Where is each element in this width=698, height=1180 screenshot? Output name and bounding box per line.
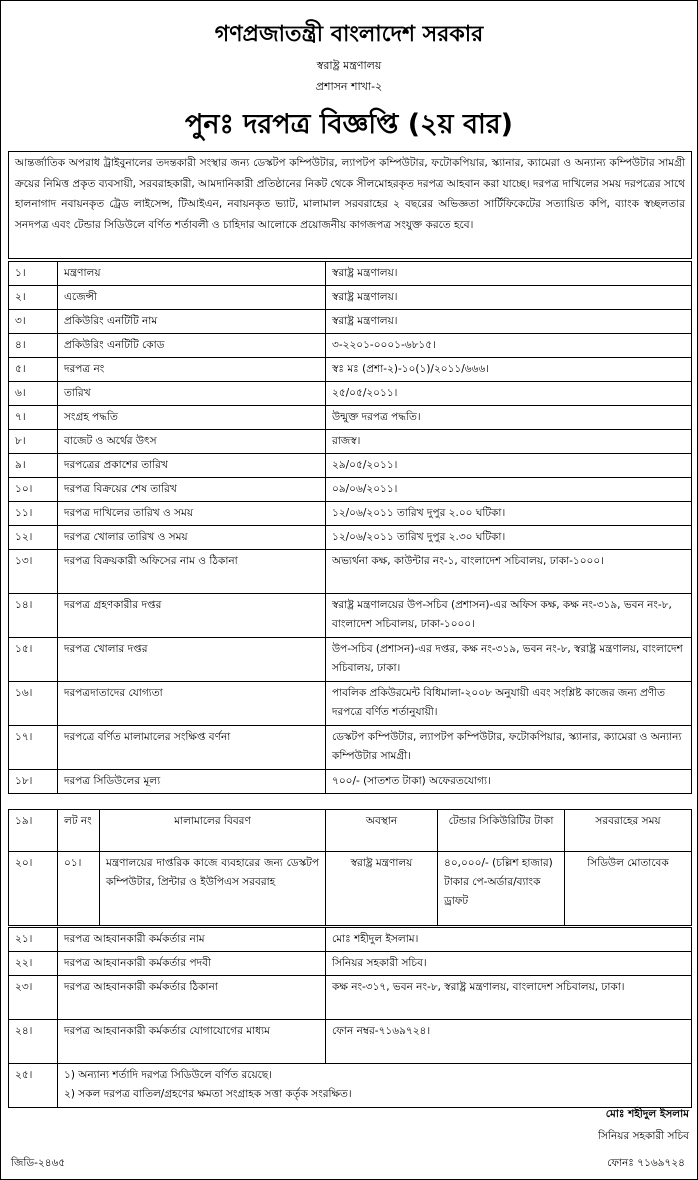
row-number: ১৩। (9, 550, 58, 594)
row-value: ফোন নম্বর-৭১৬৯৭২৪। (326, 1020, 692, 1064)
table-row (9, 286, 692, 310)
row-number: ৭। (9, 406, 58, 430)
row-number: ১৯। (9, 810, 58, 852)
row-value: স্বরাষ্ট্র মন্ত্রণালয়। (326, 310, 692, 334)
gd-code: জিডি-২৪৬৫ (11, 1157, 66, 1169)
row-value: অভ্যর্থনা কক্ষ, কাউন্টার নং-১, বাংলাদেশ সচিবালয়, ঢাকা-১০০০। (326, 550, 692, 594)
lot-row (9, 852, 692, 926)
row-label: দরপত্র বিক্রয়কারী অফিসের নাম ও ঠিকানা (58, 550, 326, 594)
table-row (9, 478, 692, 502)
row-number: ৬। (9, 382, 58, 406)
row-label: বাজেট ও অর্থের উৎস (58, 430, 326, 454)
row-value: ৭০০/- (সাতশত টাকা) অফেরতযোগ্য। (326, 770, 692, 794)
lot-table (8, 809, 692, 926)
row-label: দরপত্রদাতাদের যোগ্যতা (58, 682, 326, 726)
tender-details-table (8, 261, 692, 794)
row-label: দরপত্র আহবানকারী কর্মকর্তার পদবী (58, 952, 326, 976)
signature-block (598, 1103, 689, 1147)
description-header: মালামালের বিবরণ (100, 810, 326, 852)
row-label: দরপত্র আহবানকারী কর্মকর্তার ঠিকানা (58, 976, 326, 1020)
row-label: দরপত্র বিক্রয়ের শেষ তারিখ (58, 478, 326, 502)
row-number: ৪। (9, 334, 58, 358)
row-value: ২৫/০৫/২০১১। (326, 382, 692, 406)
row-label: দরপত্র আহবানকারী কর্মকর্তার যোগাযোগের মাধ্যম (58, 1020, 326, 1064)
table-row (9, 382, 692, 406)
row-value: সিনিয়র সহকারী সচিব। (326, 952, 692, 976)
table-row (9, 406, 692, 430)
officer-table (8, 927, 692, 1108)
row-number: ২৪। (9, 1020, 58, 1064)
row-label: দরপত্র গ্রহণকারীর দপ্তর (58, 594, 326, 638)
row-number: ১২। (9, 526, 58, 550)
table-row (9, 430, 692, 454)
table-row (9, 1064, 692, 1108)
row-value: ২৯/০৫/২০১১। (326, 454, 692, 478)
row-number: ৮। (9, 430, 58, 454)
row-value: ডেস্কটপ কম্পিউটার, ল্যাপটপ কম্পিউটার, ফটোকপিয়ার, স্ক্যানার, ক্যামেরা ও অন্যান্য কম্পিউটার সামগ্রী। (326, 726, 692, 770)
table-row (9, 770, 692, 794)
row-number: ১। (9, 262, 58, 286)
row-number: ১৫। (9, 638, 58, 682)
row-label: প্রকিউরিং এনটিটি কোড (58, 334, 326, 358)
note-line-2: ২) সকল দরপত্র বাতিল/গ্রহণের ক্ষমতা সংগ্রাহক সত্তা কর্তৃক সংরক্ষিত। (64, 1088, 352, 1100)
row-number: ১৪। (9, 594, 58, 638)
row-value: ১২/০৬/২০১১ তারিখ দুপুর ২.৩০ ঘটিকা। (326, 526, 692, 550)
table-row (9, 502, 692, 526)
row-label: দরপত্রের প্রকাশের তারিখ (58, 454, 326, 478)
table-row (9, 952, 692, 976)
row-number: ১০। (9, 478, 58, 502)
row-value: উপ-সচিব (প্রশাসন)-এর দপ্তর, কক্ষ নং-৩১৯, ভবন নং-৮, স্বরাষ্ট্র মন্ত্রণালয়, বাংলাদেশ সচিবালয়, ঢাকা। (326, 638, 692, 682)
row-label: তারিখ (58, 382, 326, 406)
row-label: এজেন্সী (58, 286, 326, 310)
table-row (9, 682, 692, 726)
branch-name: প্রশাসন শাখা-২ (315, 80, 383, 93)
row-value: উন্মুক্ত দরপত্র পদ্ধতি। (326, 406, 692, 430)
row-value: ১২/০৬/২০১১ তারিখ দুপুর ২.০০ ঘটিকা। (326, 502, 692, 526)
security-header: টেন্ডার সিকিউরিটির টাকা (438, 810, 565, 852)
table-row (9, 454, 692, 478)
table-row (9, 976, 692, 1020)
row-label: দরপত্র দাখিলের তারিখ ও সময় (58, 502, 326, 526)
row-value: স্বরাষ্ট্র মন্ত্রণালয়। (326, 262, 692, 286)
table-row (9, 526, 692, 550)
row-number: ২। (9, 286, 58, 310)
row-number: ১৭। (9, 726, 58, 770)
row-number: ২০। (9, 852, 58, 926)
row-notes (58, 1064, 692, 1108)
signatory-phone: ফোনঃ ৭১৬৯৭২৪ (607, 1157, 685, 1169)
signatory-name: মোঃ শহীদুল ইসলাম (605, 1108, 689, 1120)
row-number: ৯। (9, 454, 58, 478)
row-label: প্রকিউরিং এনটিটি নাম (58, 310, 326, 334)
row-number: ১৬। (9, 682, 58, 726)
row-label: দরপত্রে বর্ণিত মালামালের সংক্ষিপ্ত বর্ণনা (58, 726, 326, 770)
row-value: ০৯/০৬/২০১১। (326, 478, 692, 502)
table-row (9, 726, 692, 770)
row-label: দরপত্র খোলার দপ্তর (58, 638, 326, 682)
row-value: পাবলিক প্রকিউরমেন্ট বিধিমালা-২০০৮ অনুযায়ী এবং সংশ্লিষ্ট কাজের জন্য প্রণীত দরপত্রে বর্ণিত শর্তানুযায়ী। (326, 682, 692, 726)
signatory-designation: সিনিয়র সহকারী সচিব (598, 1130, 689, 1142)
note-line-1: ১) অন্যান্য শর্তাদি দরপত্র সিডিউলে বর্ণিত রয়েছে। (64, 1069, 272, 1081)
table-row (9, 594, 692, 638)
table-row (9, 334, 692, 358)
row-number: ৩। (9, 310, 58, 334)
row-label: দরপত্র আহবানকারী কর্মকর্তার নাম (58, 928, 326, 952)
lot-delivery: সিডিউল মোতাবেক (565, 852, 692, 926)
notice-title: পুনঃ দরপত্র বিজ্ঞপ্তি (২য় বার) (185, 109, 513, 140)
lot-security: ৪০,০০০/- (চল্লিশ হাজার) টাকার পে-অর্ডার/ব্যাংক ড্রাফট (438, 852, 565, 926)
row-number: ২৩। (9, 976, 58, 1020)
table-row (9, 638, 692, 682)
row-value: ৩-২২০১-০০০১-৬৮১৫। (326, 334, 692, 358)
row-number: ২৫। (9, 1064, 58, 1108)
row-number: ২২। (9, 952, 58, 976)
row-value: কক্ষ নং-৩১৭, ভবন নং-৮, স্বরাষ্ট্র মন্ত্রণালয়, বাংলাদেশ সচিবালয়, ঢাকা। (326, 976, 692, 1020)
ministry-name: স্বরাষ্ট্র মন্ত্রণালয় (316, 59, 382, 72)
row-value: স্বঃ মঃ (প্রশা-২)-১০(১)/২০১১/৬৬৬। (326, 358, 692, 382)
row-value: মোঃ শহীদুল ইসলাম। (326, 928, 692, 952)
row-label: সংগ্রহ পদ্ধতি (58, 406, 326, 430)
row-value: রাজস্ব। (326, 430, 692, 454)
lot-number: ০১। (58, 852, 100, 926)
lot-location: স্বরাষ্ট্র মন্ত্রণালয় (326, 852, 438, 926)
intro-paragraph: আন্তর্জাতিক অপরাধ ট্রাইবুনালের তদন্তকারী সংস্থার জন্য ডেস্কটপ কম্পিউটার, ল্যাপটপ কম্পিউটার, ফটোকপিয়ার, স্ক্যানার, ক্যামেরা ও অন্যান্য কম্পিউটার সামগ্রী ক্রয়ের নিমিত্ত প্রকৃত ব্যবসায়ী, সরবরাহকারী, আমদানিকারী প্রতিষ্ঠানের নিকট থেকে সীলমোহরকৃত দরপত্র আহবান করা যাচ্ছে। দরপত্র দাখিলের সময় দরপত্রের সাথে হালনাগাদ নবায়নকৃত ট্রেড লাইসেন্স, টিআইএন, নবায়নকৃত ভ্যাট, মালামাল সরবরাহের ২ বছরের অভিজ্ঞতা সার্টিফিকেটের সত্যায়িত কপি, ব্যাংক স্বচ্ছলতার সনদপত্র এবং টেন্ডার সিডিউলে বর্ণিত শর্তাবলী ও চাহিদার আলোকে প্রয়োজনীয় কাগজপত্র সংযুক্ত করতে হবে। (8, 151, 692, 259)
row-label: মন্ত্রণালয় (58, 262, 326, 286)
table-row (9, 1020, 692, 1064)
lot-no-header: লট নং (58, 810, 100, 852)
row-label: দরপত্র খোলার তারিখ ও সময় (58, 526, 326, 550)
table-row (9, 928, 692, 952)
table-row (9, 262, 692, 286)
row-number: ১১। (9, 502, 58, 526)
row-number: ৫। (9, 358, 58, 382)
location-header: অবস্থান (326, 810, 438, 852)
table-row (9, 358, 692, 382)
row-number: ১৮। (9, 770, 58, 794)
table-row (9, 310, 692, 334)
table-row (9, 550, 692, 594)
delivery-header: সরবরাহের সময় (565, 810, 692, 852)
lot-header-row (9, 810, 692, 852)
govt-title: গণপ্রজাতন্ত্রী বাংলাদেশ সরকার (214, 22, 484, 47)
row-number: ২১। (9, 928, 58, 952)
row-value: স্বরাষ্ট্র মন্ত্রণালয়ের উপ-সচিব (প্রশাসন)-এর অফিস কক্ষ, কক্ষ নং-৩১৯, ভবন নং-৮, বাংলাদেশ সচিবালয়, ঢাকা-১০০০। (326, 594, 692, 638)
lot-description: মন্ত্রণালয়ের দাপ্তরিক কাজে ব্যবহারের জন্য ডেস্কটপ কম্পিউটার, প্রিন্টার ও ইউপিএস সরবরাহ (100, 852, 326, 926)
row-label: দরপত্র সিডিউলের মূল্য (58, 770, 326, 794)
row-value: স্বরাষ্ট্র মন্ত্রণালয়। (326, 286, 692, 310)
row-label: দরপত্র নং (58, 358, 326, 382)
